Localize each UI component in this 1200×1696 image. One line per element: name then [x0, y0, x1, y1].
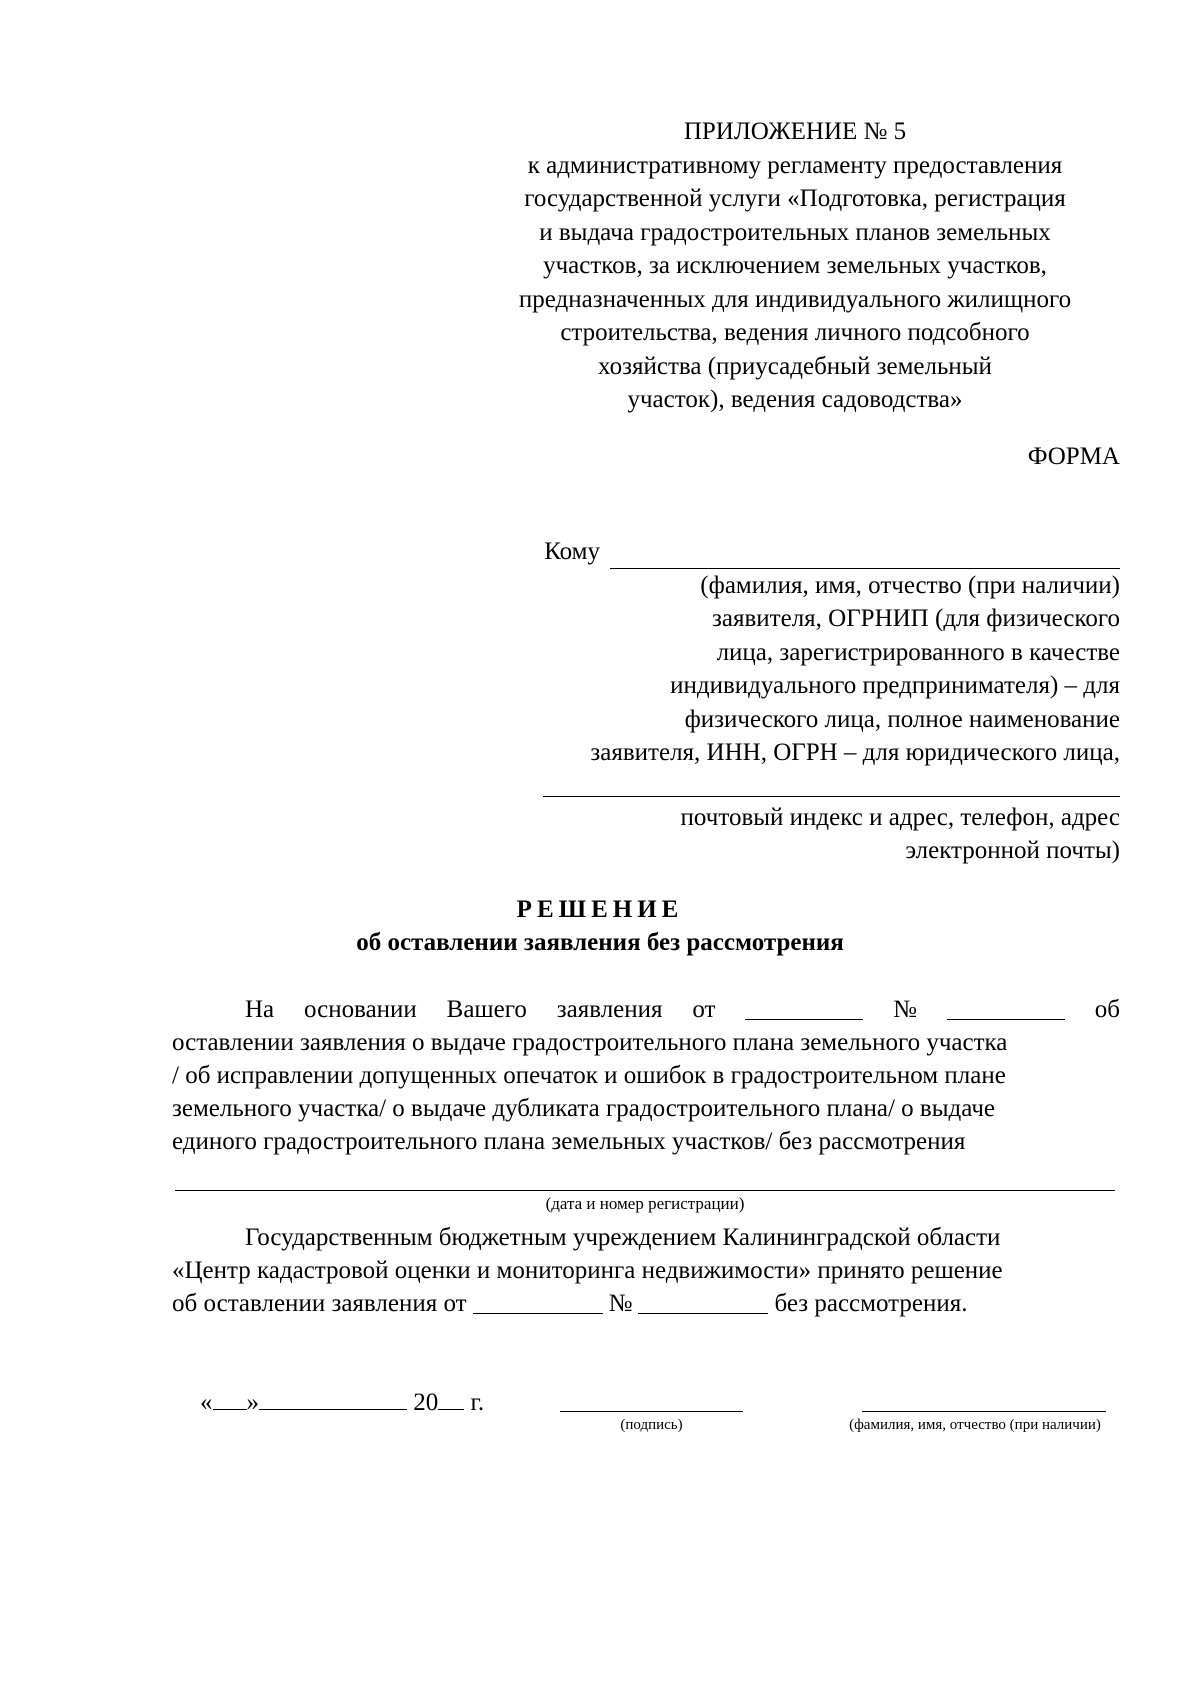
application-date-field[interactable] — [745, 993, 863, 1020]
number-sign: № — [893, 996, 918, 1023]
annex-header — [470, 115, 1120, 417]
komu-row — [500, 535, 1120, 569]
form-label: ФОРМА — [1027, 443, 1120, 470]
day-field[interactable] — [213, 1383, 247, 1410]
decision-heading: РЕШЕНИЕ — [516, 896, 684, 923]
addressee-block — [500, 535, 1120, 868]
addressee-name-field[interactable] — [610, 542, 1120, 569]
signer-name-caption: (фамилия, имя, отчество (при наличии) — [849, 1417, 1101, 1433]
annex-line: строительства, ведения личного подсобного — [560, 319, 1030, 346]
signer-name-field[interactable] — [862, 1411, 1106, 1412]
registration-field[interactable] — [175, 1190, 1115, 1191]
word: об — [1094, 996, 1120, 1023]
quote-open: « — [200, 1389, 213, 1416]
decision-text: без рассмотрения. — [774, 1290, 968, 1317]
addressee-caption: электронной почты) — [905, 837, 1120, 864]
addressee-caption: индивидуального предпринимателя) – для — [670, 672, 1120, 699]
basis-line: земельного участка/ о выдаче дубликата градостроительного плана/ о выдаче — [172, 1095, 996, 1122]
komu-label: Кому — [544, 538, 600, 565]
decision-line: Государственным бюджетным учреждением Калининградской области — [245, 1224, 1001, 1251]
quote-close: » — [246, 1389, 259, 1416]
annex-line: к административному регламенту предоставления — [527, 151, 1063, 179]
annex-line: участок), ведения садоводства» — [627, 386, 963, 413]
annex-line: и выдача градостроительных планов земельных — [539, 218, 1051, 246]
year-field[interactable] — [438, 1383, 464, 1410]
decision-date-field[interactable] — [473, 1287, 603, 1314]
decision-paragraph — [172, 1221, 1120, 1320]
basis-line: / об исправлении допущенных опечаток и ошибок в градостроительном плане — [172, 1062, 1006, 1089]
year-prefix: 20 — [413, 1389, 439, 1416]
addressee-caption: заявителя, ИНН, ОГРН – для юридического лица, — [590, 739, 1120, 766]
addressee-caption: (фамилия, имя, отчество (при наличии) — [700, 571, 1120, 599]
word: заявления — [556, 996, 663, 1023]
word: На — [245, 996, 275, 1023]
signature-field[interactable] — [560, 1411, 743, 1412]
decision-text: об оставлении заявления от — [172, 1290, 467, 1317]
addressee-caption: заявителя, ОГРНИП (для физического — [712, 605, 1120, 632]
basis-paragraph — [172, 993, 1120, 1158]
annex-line: предназначенных для индивидуального жилищного — [518, 285, 1072, 313]
annex-line: участков, за исключением земельных участков, — [543, 252, 1047, 279]
basis-line: единого градостроительного плана земельных участков/ без рассмотрения — [172, 1128, 966, 1155]
decision-title — [0, 893, 1200, 959]
decision-subheading: об оставлении заявления без рассмотрения — [356, 929, 844, 956]
annex-line: хозяйства (приусадебный земельный — [598, 352, 992, 380]
word: от — [692, 996, 716, 1023]
decision-line: «Центр кадастровой оценки и мониторинга недвижимости» принято решение — [172, 1257, 1003, 1284]
application-number-field[interactable] — [947, 993, 1065, 1020]
decision-line — [172, 1287, 1120, 1320]
registration-caption: (дата и номер регистрации) — [545, 1194, 745, 1213]
basis-line — [172, 993, 1120, 1026]
addressee-caption: лица, зарегистрированного в качестве — [716, 638, 1120, 666]
addressee-caption: почтовый индекс и адрес, телефон, адрес — [680, 803, 1120, 831]
addressee-caption: физического лица, полное наименование — [684, 705, 1120, 733]
month-field[interactable] — [259, 1383, 407, 1410]
year-suffix: г. — [470, 1389, 485, 1416]
annex-title: ПРИЛОЖЕНИЕ № 5 — [683, 118, 907, 145]
signature-caption: (подпись) — [620, 1417, 683, 1433]
date-block — [200, 1383, 484, 1419]
word: основании — [304, 996, 417, 1023]
number-sign: № — [608, 1290, 633, 1317]
annex-line: государственной услуги «Подготовка, регистрация — [524, 185, 1066, 212]
word: Вашего — [446, 996, 527, 1023]
addressee-address-field[interactable] — [543, 770, 1120, 797]
basis-line: оставлении заявления о выдаче градостроительного плана земельного участка — [172, 1029, 1008, 1056]
decision-number-field[interactable] — [638, 1287, 768, 1314]
